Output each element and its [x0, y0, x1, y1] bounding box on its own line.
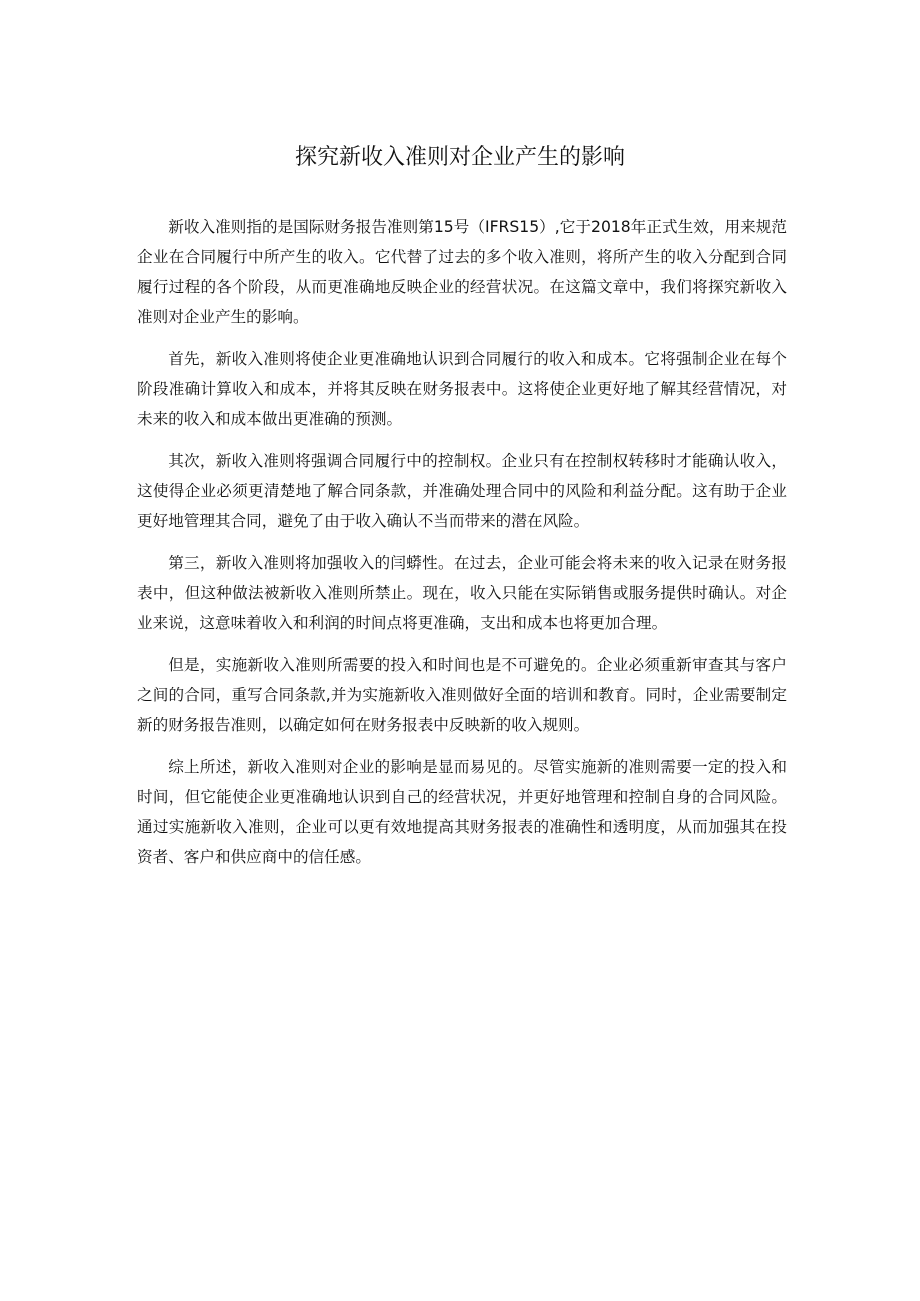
paragraph-second: 其次，新收入准则将强调合同履行中的控制权。企业只有在控制权转移时才能确认收入，这使得企业必须更清楚地了解合同条款，并准确处理合同中的风险和利益分配。这有助于企业更好地管理其合同，避免了由于收入确认不当而带来的潜在风险。	[137, 452, 787, 530]
paragraph-first: 首先，新收入准则将使企业更准确地认识到合同履行的收入和成本。它将强制企业在每个阶段准确计算收入和成本，并将其反映在财务报表中。这将使企业更好地了解其经营情况，对未来的收入和成本做出更准确的预测。	[137, 350, 787, 428]
paragraph-however: 但是，实施新收入准则所需要的投入和时间也是不可避免的。企业必须重新审查其与客户之间的合同，重写合同条款,并为实施新收入准则做好全面的培训和教育。同时，企业需要制定新的财务报告准则，以确定如何在财务报表中反映新的收入规则。	[137, 656, 787, 734]
document-title: 探究新收入准则对企业产生的影响	[294, 145, 625, 170]
paragraph-conclusion: 综上所述，新收入准则对企业的影响是显而易见的。尽管实施新的准则需要一定的投入和时间，但它能使企业更准确地认识到自己的经营状况，并更好地管理和控制自身的合同风险。通过实施新收入准则，企业可以更有效地提高其财务报表的准确性和透明度，从而加强其在投资者、客户和供应商中的信任感。	[137, 758, 787, 866]
document-body	[137, 212, 787, 884]
paragraph-intro: 新收入准则指的是国际财务报告准则第15号（IFRS15）,它于2018年正式生效，用来规范企业在合同履行中所产生的收入。它代替了过去的多个收入准则，将所产生的收入分配到合同履行过程的各个阶段，从而更准确地反映企业的经营状况。在这篇文章中，我们将探究新收入准则对企业产生的影响。	[137, 218, 787, 326]
paragraph-third: 第三，新收入准则将加强收入的闫蟒性。在过去，企业可能会将未来的收入记录在财务报表中，但这种做法被新收入准则所禁止。现在，收入只能在实际销售或服务提供时确认。对企业来说，这意味着收入和利润的时间点将更准确，支出和成本也将更加合理。	[137, 554, 787, 632]
